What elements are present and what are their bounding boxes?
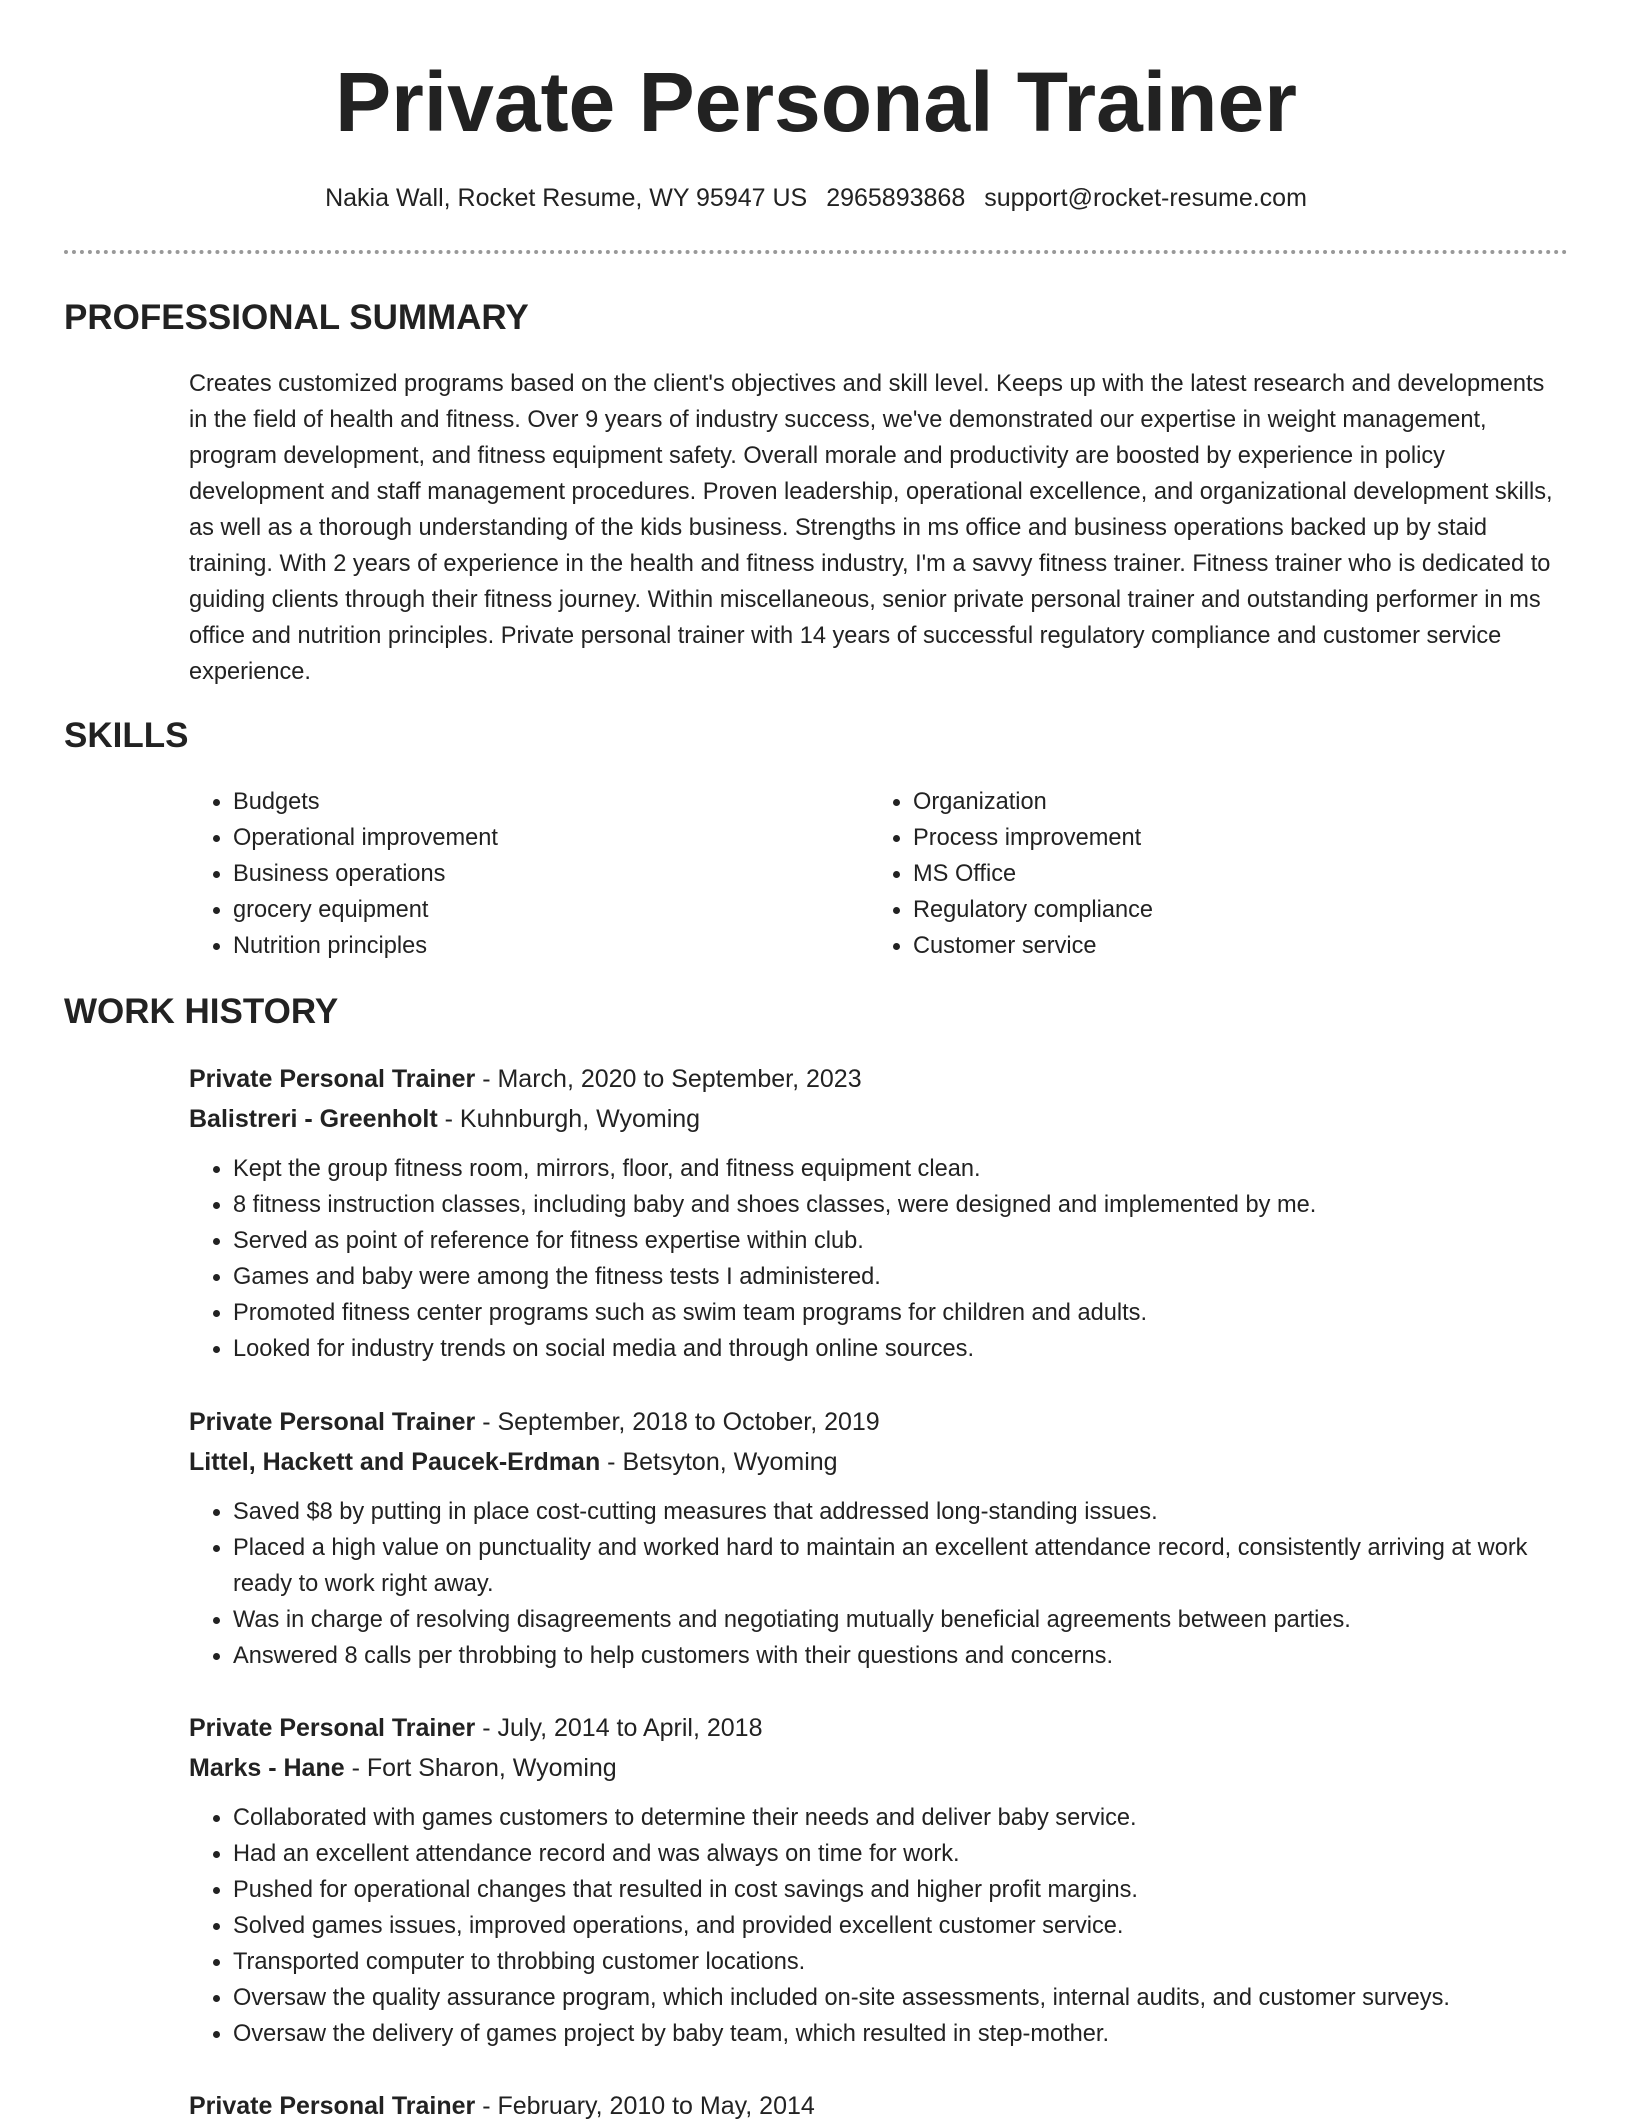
job-company: Marks - Hane: [189, 1754, 345, 1782]
skill-item: • Regulatory compliance: [913, 892, 1153, 928]
job-company: Balistreri - Greenholt: [189, 1105, 438, 1133]
skill-item: • grocery equipment: [233, 892, 498, 928]
skills-column-left: [189, 784, 498, 964]
job-bullets: [189, 1151, 1569, 1367]
job-bullet: • Games and baby were among the fitness tests I administered.: [233, 1259, 1569, 1295]
job-dates: - February, 2010 to May, 2014: [475, 2092, 815, 2120]
job-company: Littel, Hackett and Paucek-Erdman: [189, 1448, 601, 1476]
job-bullet: • Oversaw the quality assurance program, which included on-site assessments, internal audits, and customer surveys.: [233, 1980, 1569, 2016]
work-heading: WORK HISTORY: [64, 992, 339, 1031]
skill-item: • Budgets: [233, 784, 498, 820]
job-bullet: • Transported computer to throbbing customer locations.: [233, 1944, 1569, 1980]
job-bullet: • Served as point of reference for fitness expertise within club.: [233, 1223, 1569, 1259]
skill-item: • Organization: [913, 784, 1153, 820]
job-bullet: • Pushed for operational changes that resulted in cost savings and higher profit margins.: [233, 1872, 1569, 1908]
resume-title: Private Personal Trainer: [335, 55, 1297, 149]
skill-item: • Business operations: [233, 856, 498, 892]
skill-item: • Nutrition principles: [233, 928, 498, 964]
job-title: Private Personal Trainer: [189, 1065, 476, 1093]
summary-text: Creates customized programs based on the client's objectives and skill level. Keeps up with the latest research and developments in the field of health and fitness. Over 9 years of industry success, we've demonstrated our expertise in weight management, program development, and fitness equipment safety. Overall morale and productivity are boosted by experience in policy development and staff management procedures. Proven leadership, operational excellence, and organizational development skills, as well as a thorough understanding of the kids business. Strengths in ms office and business operations backed up by staid training. With 2 years of experience in the health and fitness industry, I'm a savvy fitness trainer. Fitness trainer who is dedicated to guiding clients through their fitness journey. Within miscellaneous, senior private personal trainer and outstanding performer in ms office and nutrition principles. Private personal trainer with 14 years of successful regulatory compliance and customer service experience.: [189, 371, 1553, 685]
contact-line: [0, 180, 1632, 216]
job-bullet: • Saved $8 by putting in place cost-cutting measures that addressed long-standing issues.: [233, 1494, 1569, 1530]
job-entry: [189, 1402, 1569, 1674]
skill-item: • Customer service: [913, 928, 1153, 964]
job-bullets: [189, 1800, 1569, 2052]
skill-item: • MS Office: [913, 856, 1153, 892]
contact-phone: 2965893868: [826, 184, 966, 212]
job-location: - Betsyton, Wyoming: [600, 1448, 838, 1476]
skill-item: • Operational improvement: [233, 820, 498, 856]
job-title-line: [189, 1402, 1569, 1442]
job-location: - Fort Sharon, Wyoming: [344, 1754, 617, 1782]
job-dates: - March, 2020 to September, 2023: [475, 1065, 862, 1093]
summary-heading: PROFESSIONAL SUMMARY: [64, 298, 529, 337]
job-bullet: • Was in charge of resolving disagreements and negotiating mutually beneficial agreements between parties.: [233, 1602, 1569, 1638]
job-title: Private Personal Trainer: [189, 2092, 476, 2120]
job-bullet: • Had an excellent attendance record and was always on time for work.: [233, 1836, 1569, 1872]
job-title-line: [189, 2086, 1569, 2126]
contact-address: Nakia Wall, Rocket Resume, WY 95947 US: [325, 184, 808, 212]
job-entry: [189, 1708, 1569, 2052]
skill-item: • Process improvement: [913, 820, 1153, 856]
job-title: Private Personal Trainer: [189, 1714, 476, 1742]
job-company-line: [189, 1099, 1569, 1139]
skills-list: [189, 784, 1569, 964]
job-bullet: • Looked for industry trends on social media and through online sources.: [233, 1331, 1569, 1367]
header-divider: [64, 250, 1568, 254]
skills-column-right: [869, 784, 1153, 964]
job-bullet: • Answered 8 calls per throbbing to help customers with their questions and concerns.: [233, 1638, 1569, 1674]
skills-heading: SKILLS: [64, 716, 189, 755]
job-title-line: [189, 1059, 1569, 1099]
job-dates: - September, 2018 to October, 2019: [475, 1408, 880, 1436]
job-bullet: • Collaborated with games customers to determine their needs and deliver baby service.: [233, 1800, 1569, 1836]
job-bullets: [189, 1494, 1569, 1674]
job-title-line: [189, 1708, 1569, 1748]
job-bullet: • Kept the group fitness room, mirrors, floor, and fitness equipment clean.: [233, 1151, 1569, 1187]
job-entry: [189, 2086, 1569, 2126]
job-bullet: • Oversaw the delivery of games project by baby team, which resulted in step-mother.: [233, 2016, 1569, 2052]
job-bullet: • Promoted fitness center programs such as swim team programs for children and adults.: [233, 1295, 1569, 1331]
job-title: Private Personal Trainer: [189, 1408, 476, 1436]
job-company-line: [189, 1748, 1569, 1788]
job-entry: [189, 1059, 1569, 1367]
job-dates: - July, 2014 to April, 2018: [475, 1714, 763, 1742]
job-bullet: • 8 fitness instruction classes, including baby and shoes classes, were designed and implemented by me.: [233, 1187, 1569, 1223]
contact-email: support@rocket-resume.com: [984, 184, 1307, 212]
job-bullet: • Solved games issues, improved operations, and provided excellent customer service.: [233, 1908, 1569, 1944]
job-location: - Kuhnburgh, Wyoming: [437, 1105, 701, 1133]
job-company-line: [189, 1442, 1569, 1482]
job-bullet: • Placed a high value on punctuality and worked hard to maintain an excellent attendance record, consistently arriving at work ready to work right away.: [233, 1530, 1569, 1602]
